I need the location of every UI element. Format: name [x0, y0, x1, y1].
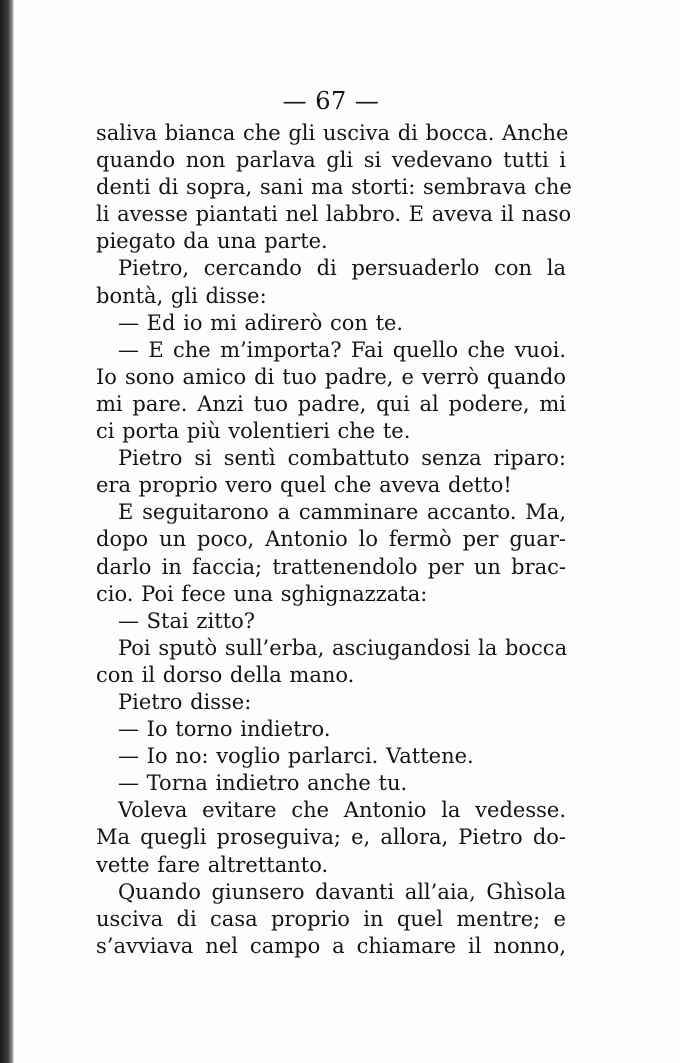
text-line: — Io torno indietro.: [118, 717, 331, 742]
text-line: con il dorso della mano.: [96, 662, 355, 687]
body-text: [96, 120, 572, 960]
text-line: bontà, gli disse:: [96, 283, 267, 308]
text-line: E seguitarono a camminare accanto. Ma,: [118, 500, 566, 525]
text-line: mi pare. Anzi tuo padre, qui al podere, mi: [96, 391, 566, 416]
text-line: Ma quegli proseguiva; e, allora, Pietro do-: [96, 825, 566, 850]
text-line: quando non parlava gli si vedevano tutti i: [96, 148, 566, 173]
text-line: — Stai zitto?: [118, 608, 255, 633]
text-line: — Torna indietro anche tu.: [118, 771, 408, 796]
book-spine-edge: [0, 0, 14, 1063]
text-line: Pietro disse:: [118, 689, 252, 714]
text-line: Poi sputò sull’erba, asciugandosi la bocca: [118, 635, 568, 660]
page-number: — 67 —: [282, 87, 380, 115]
text-line: li avesse piantati nel labbro. E aveva il naso: [96, 202, 572, 227]
text-line: era proprio vero quel che aveva detto!: [96, 473, 512, 498]
text-line: cio. Poi fece una sghignazzata:: [96, 581, 428, 606]
text-line: saliva bianca che gli usciva di bocca. Anche: [96, 121, 569, 145]
text-line: — E che m’importa? Fai quello che vuoi.: [118, 337, 566, 362]
text-line: ci porta più volentieri che te.: [96, 419, 411, 444]
text-line: Voleva evitare che Antonio la vedesse.: [118, 798, 566, 823]
text-line: s’avviava nel campo a chiamare il nonno,: [96, 933, 566, 958]
text-line: dopo un poco, Antonio lo fermò per guar-: [96, 527, 566, 552]
text-line: Quando giunsero davanti all’aia, Ghìsola: [118, 879, 566, 904]
text-line: — Ed io mi adirerò con te.: [118, 310, 404, 335]
text-line: Pietro, cercando di persuaderlo con la: [118, 256, 566, 281]
text-line: piegato da una parte.: [96, 229, 328, 254]
text-line: Pietro si sentì combattuto senza riparo:: [118, 446, 566, 471]
text-line: darlo in faccia; trattenendolo per un brac-: [96, 554, 566, 579]
book-page: [96, 82, 572, 960]
text-line: usciva di casa proprio in quel mentre; e: [96, 906, 566, 931]
text-line: — Io no: voglio parlarci. Vattene.: [118, 744, 474, 769]
text-line: denti di sopra, sani ma storti: sembrava che: [96, 175, 572, 200]
text-line: Io sono amico di tuo padre, e verrò quando: [96, 364, 566, 389]
text-line: vette fare altrettanto.: [96, 852, 329, 877]
